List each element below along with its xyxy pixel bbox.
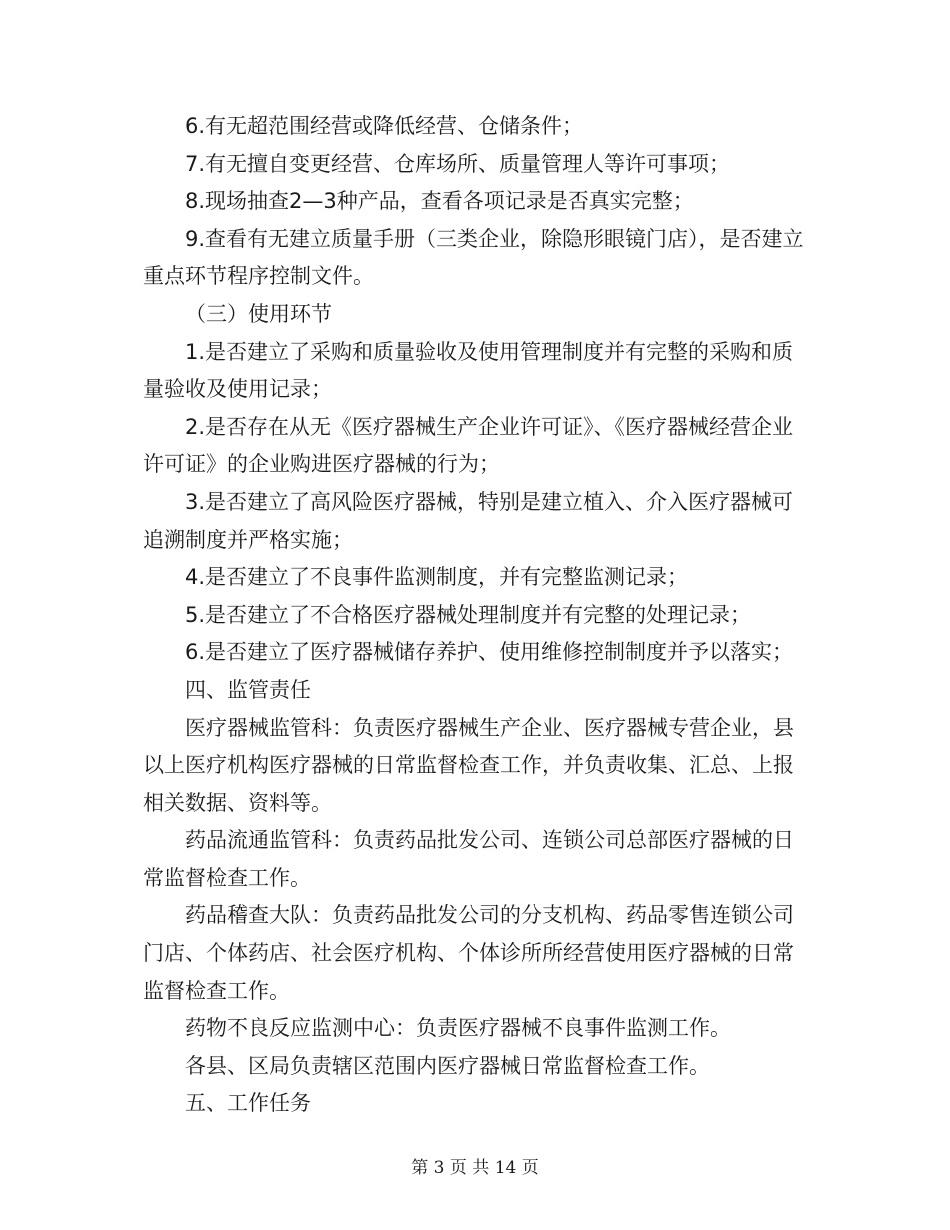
paragraph-item-7: 7.有无擅自变更经营、仓库场所、质量管理人等许可事项； <box>185 151 731 176</box>
section-heading-usage: （三）使用环节 <box>185 301 332 326</box>
paragraph-usage-5: 5.是否建立了不合格医疗器械处理制度并有完整的处理记录； <box>185 602 752 627</box>
paragraph-item-6: 6.有无超范围经营或降低经营、仓储条件； <box>185 114 584 138</box>
paragraph-usage-1: 1.是否建立了采购和质量验收及使用管理制度并有完整的采购和质量验收及使用记录； <box>143 339 794 402</box>
paragraph-usage-2: 2.是否存在从无《医疗器械生产企业许可证》、《医疗器械经营企业许可证》的企业购进医疗器械的行为； <box>143 414 794 477</box>
paragraph-device-dept: 医疗器械监管科：负责医疗器械生产企业、医疗器械专营企业，县以上医疗机构医疗器械的日常监督检查工作，并负责收集、汇总、上报相关数据、资料等。 <box>143 715 794 815</box>
page-number-footer: 第 3 页 共 14 页 <box>411 1158 539 1178</box>
paragraph-county-bureaus: 各县、区局负责辖区范围内医疗器械日常监督检查工作。 <box>185 1053 710 1078</box>
paragraph-usage-3: 3.是否建立了高风险医疗器械，特别是建立植入、介入医疗器械可追溯制度并严格实施； <box>143 489 794 552</box>
document-body <box>143 108 813 1123</box>
section-heading-tasks: 五、工作任务 <box>185 1091 311 1116</box>
paragraph-item-8: 8.现场抽查2—3种产品，查看各项记录是否真实完整； <box>185 189 694 214</box>
section-heading-responsibility: 四、监管责任 <box>185 677 311 702</box>
paragraph-item-9: 9.查看有无建立质量手册（三类企业，除隐形眼镜门店），是否建立重点环节程序控制文件。 <box>143 226 804 289</box>
paragraph-monitoring-center: 药物不良反应监测中心：负责医疗器械不良事件监测工作。 <box>185 1016 731 1041</box>
paragraph-inspection-team: 药品稽查大队：负责药品批发公司的分支机构、药品零售连锁公司门店、个体药店、社会医疗机构、个体诊所所经营使用医疗器械的日常监督检查工作。 <box>143 903 794 1003</box>
paragraph-usage-6: 6.是否建立了医疗器械储存养护、使用维修控制制度并予以落实； <box>185 640 794 665</box>
paragraph-usage-4: 4.是否建立了不良事件监测制度，并有完整监测记录； <box>185 565 689 590</box>
paragraph-circulation-dept: 药品流通监管科：负责药品批发公司、连锁公司总部医疗器械的日常监督检查工作。 <box>143 828 794 890</box>
